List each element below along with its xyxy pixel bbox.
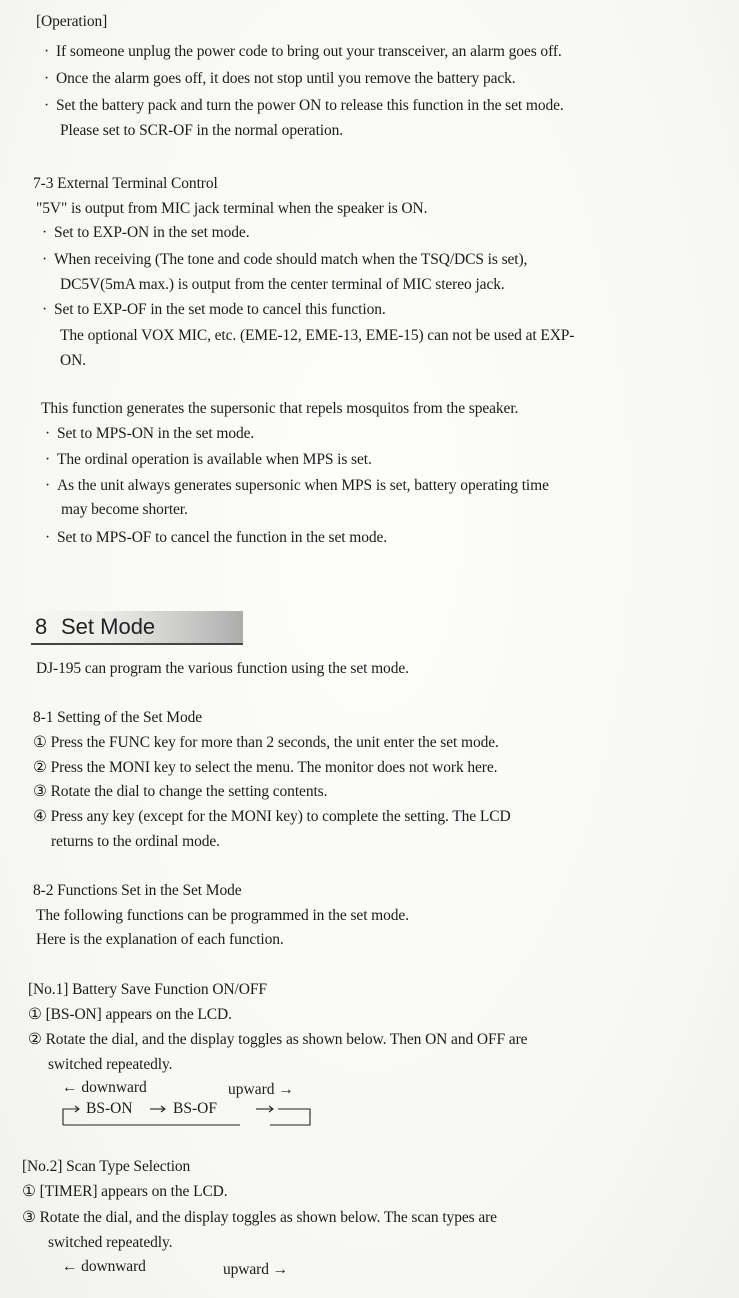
no1-step-1: ① [BS-ON] appears on the LCD. <box>28 1006 232 1023</box>
operation-heading: [Operation] <box>36 13 108 30</box>
s82-line-2: Here is the explanation of each function. <box>36 931 284 948</box>
no1-step-2: ② Rotate the dial, and the display toggles as shown below. Then ON and OFF are <box>28 1031 528 1048</box>
no1-upward-label: upward → <box>228 1081 294 1098</box>
s81-step-4-cont: returns to the ordinal mode. <box>51 833 220 850</box>
ext-bullet-3-cont-2: ON. <box>60 352 86 369</box>
s81-step-2: ② Press the MONI key to select the menu. The monitor does not work here. <box>33 759 498 776</box>
no1-step-2-cont: switched repeatedly. <box>48 1056 173 1073</box>
mps-bullet-3: · As the unit always generates supersonic when MPS is set, battery operating time <box>57 476 549 496</box>
no1-downward-label: ← downward <box>62 1079 147 1096</box>
ext-heading: 7-3 External Terminal Control <box>33 175 218 192</box>
section-8-intro: DJ-195 can program the various function using the set mode. <box>36 660 409 677</box>
no1-option-bs-on: BS-ON <box>86 1100 133 1117</box>
s81-step-4: ④ Press any key (except for the MONI key) to complete the setting. The LCD <box>33 808 511 825</box>
section-8-number: 8 <box>35 614 48 639</box>
s82-line-1: The following functions can be programmed in the set mode. <box>36 907 409 924</box>
no1-heading: [No.1] Battery Save Function ON/OFF <box>28 981 267 998</box>
ext-bullet-2-cont: DC5V(5mA max.) is output from the center terminal of MIC stereo jack. <box>60 276 505 293</box>
s81-heading: 8-1 Setting of the Set Mode <box>33 709 203 726</box>
ext-bullet-3-cont-1: The optional VOX MIC, etc. (EME-12, EME-13, EME-15) can not be used at EXP- <box>60 327 575 344</box>
mps-bullet-1: · Set to MPS-ON in the set mode. <box>57 424 254 444</box>
s82-heading: 8-2 Functions Set in the Set Mode <box>33 882 242 899</box>
operation-bullet-2: · Once the alarm goes off, it does not stop until you remove the battery pack. <box>56 69 516 89</box>
ext-bullet-3: · Set to EXP-OF in the set mode to cancel this function. <box>54 300 386 320</box>
ext-bullet-1: · Set to EXP-ON in the set mode. <box>54 223 249 243</box>
mps-bullet-4: · Set to MPS-OF to cancel the function in the set mode. <box>57 528 387 548</box>
mps-bullet-2: · The ordinal operation is available when MPS is set. <box>57 450 372 470</box>
no2-downward-label: ← downward <box>62 1258 146 1275</box>
operation-bullet-3-cont: Please set to SCR-OF in the normal operation. <box>60 122 344 139</box>
section-8-heading <box>31 611 243 645</box>
no2-step-1: ① [TIMER] appears on the LCD. <box>22 1183 228 1200</box>
no2-upward-label: upward → <box>223 1261 289 1278</box>
no2-heading: [No.2] Scan Type Selection <box>22 1158 191 1175</box>
ext-bullet-2: · When receiving (The tone and code should match when the TSQ/DCS is set), <box>54 250 527 270</box>
s81-step-3: ③ Rotate the dial to change the setting contents. <box>33 783 328 800</box>
operation-bullet-3: · Set the battery pack and turn the power ON to release this function in the set mode. <box>56 96 564 116</box>
no2-step-3: ③ Rotate the dial, and the display toggles as shown below. The scan types are <box>22 1209 497 1226</box>
operation-bullet-1: · If someone unplug the power code to bring out your transceiver, an alarm goes off. <box>56 42 562 62</box>
s81-step-1: ① Press the FUNC key for more than 2 seconds, the unit enter the set mode. <box>33 734 499 751</box>
mps-bullet-3-cont: may become shorter. <box>61 501 188 518</box>
mps-line-1: This function generates the supersonic that repels mosquitos from the speaker. <box>41 400 519 417</box>
section-8-title: Set Mode <box>61 614 156 639</box>
no1-toggle-diagram <box>60 1078 320 1122</box>
no1-option-bs-of: BS-OF <box>173 1100 217 1117</box>
ext-line-1: "5V" is output from MIC jack terminal when the speaker is ON. <box>36 200 428 217</box>
no2-step-3-cont: switched repeatedly. <box>48 1234 173 1251</box>
